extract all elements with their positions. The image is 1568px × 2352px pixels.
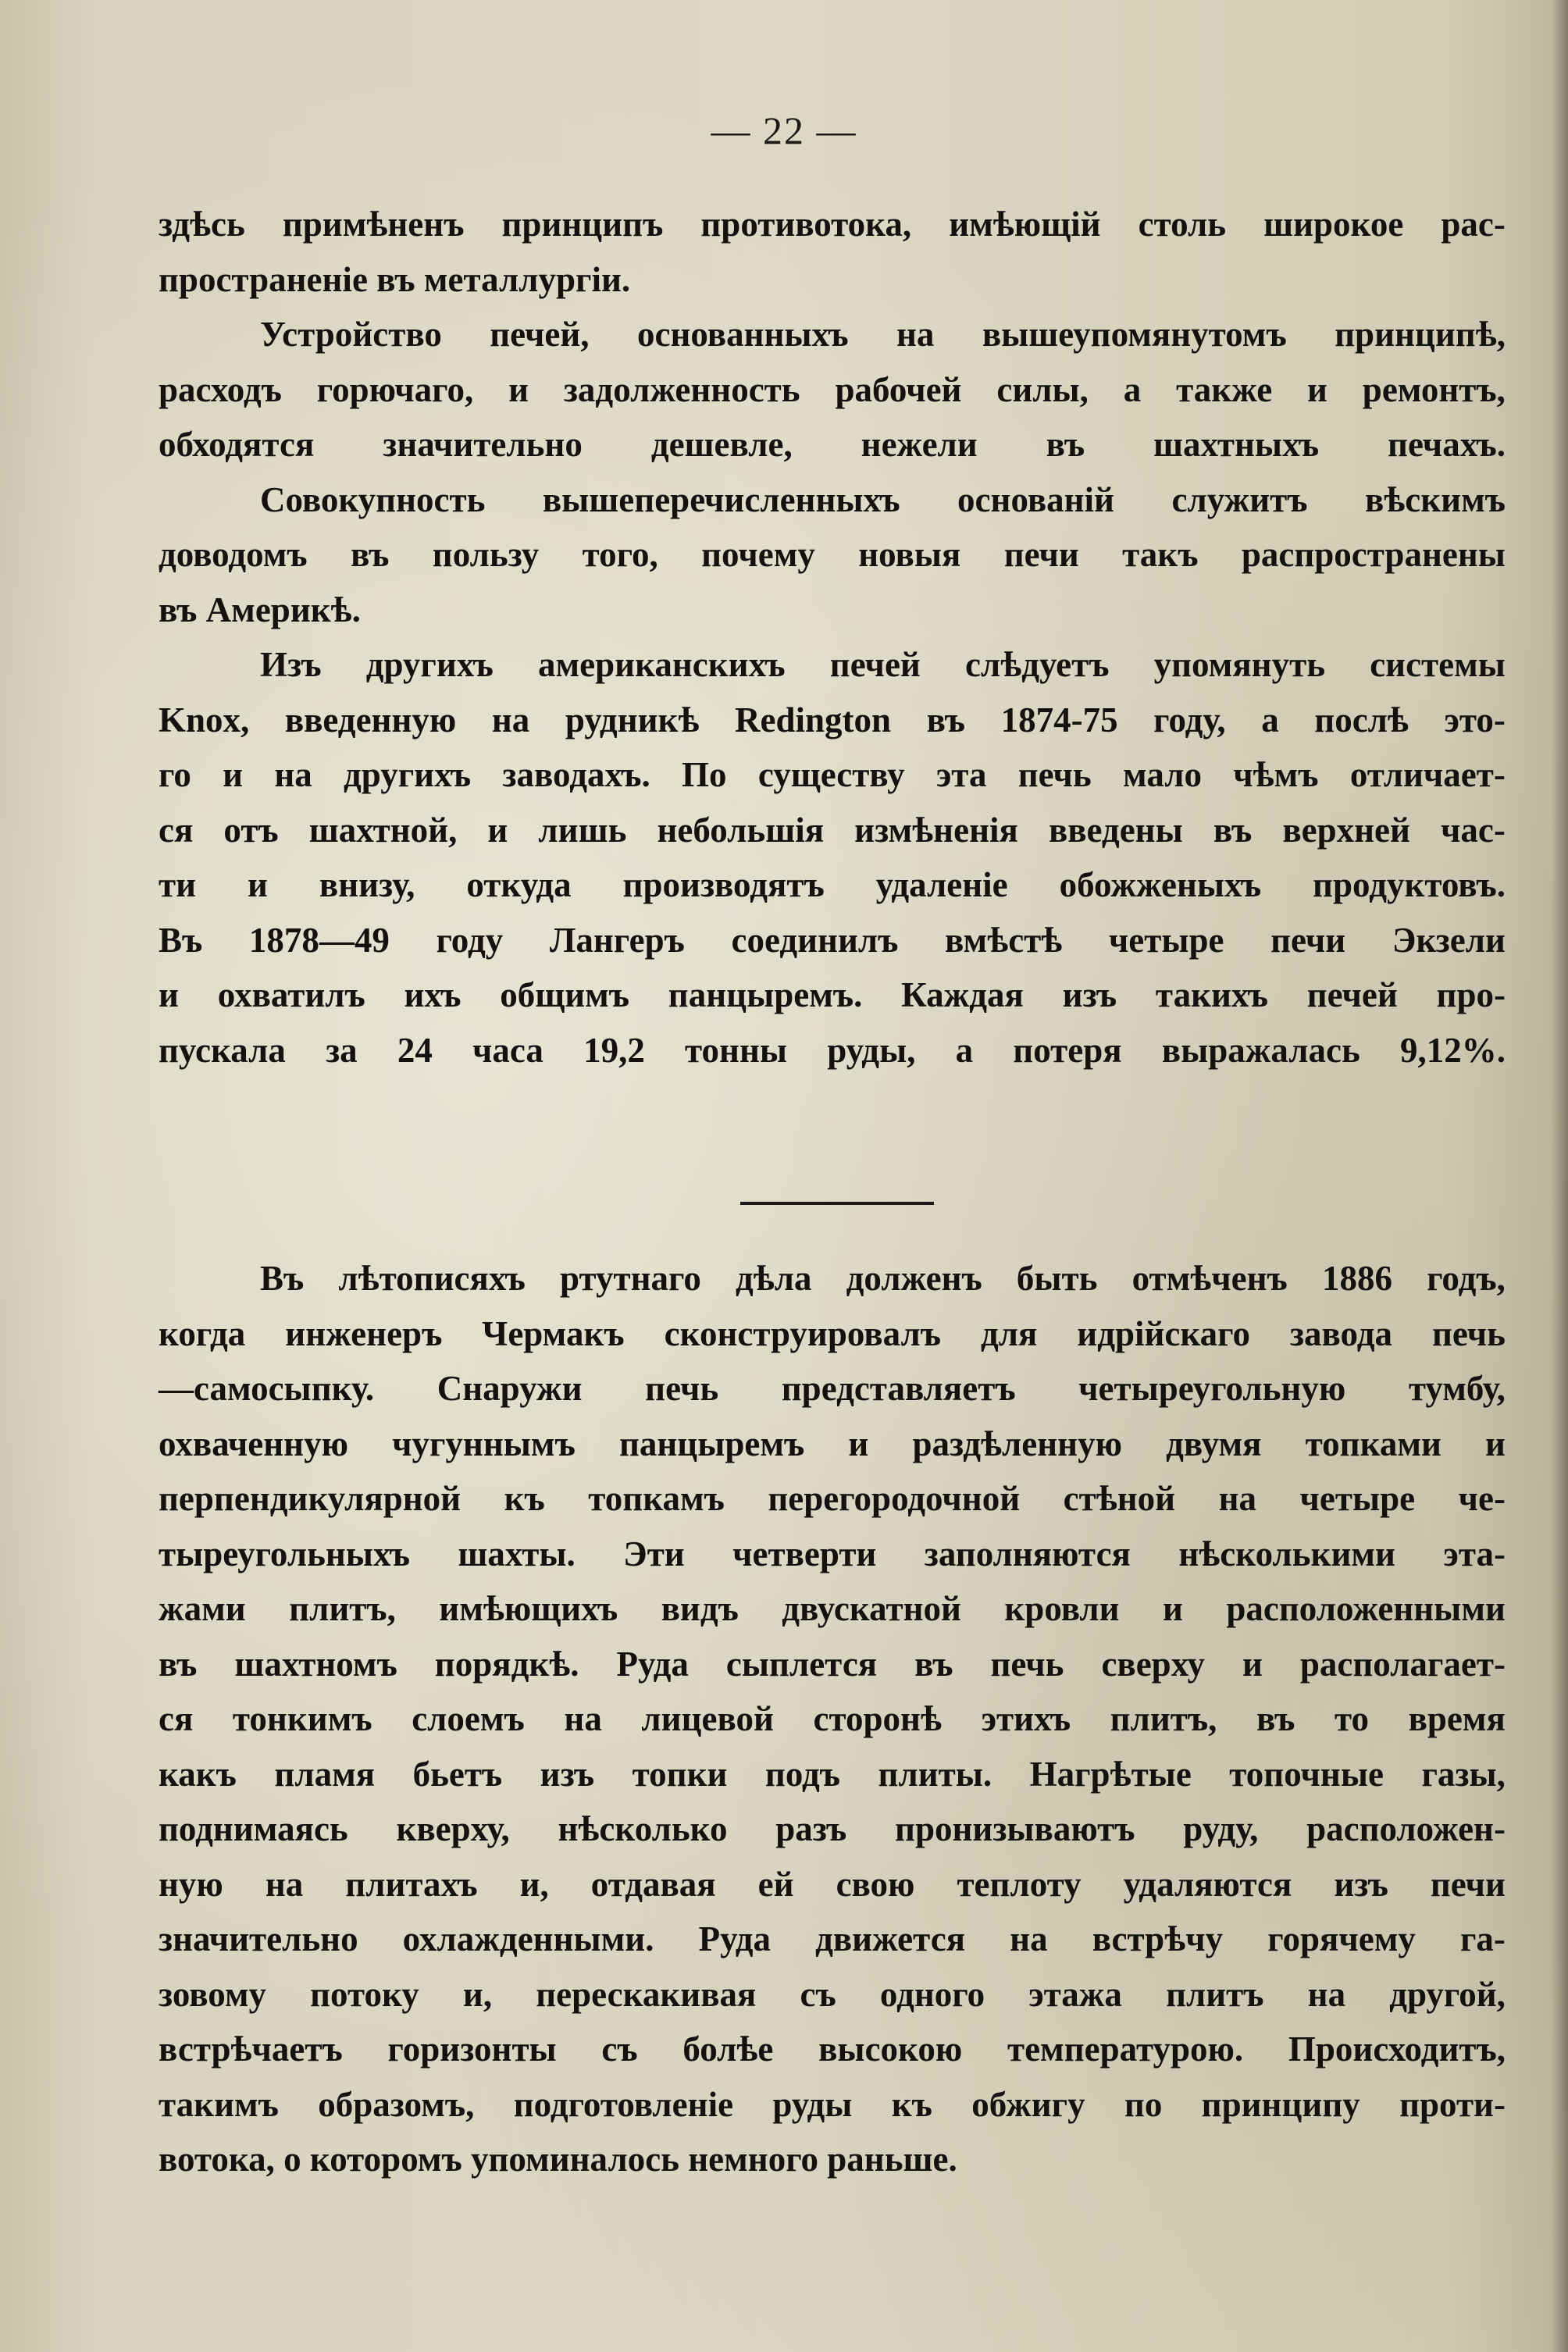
word: шахтномъ bbox=[234, 1644, 397, 1684]
word: а bbox=[955, 1030, 974, 1070]
word: въ bbox=[1213, 810, 1253, 850]
word: другихъ bbox=[344, 755, 472, 794]
word: печи bbox=[1430, 1864, 1506, 1904]
word: Совокупность bbox=[260, 479, 486, 519]
text-line bbox=[159, 1857, 1506, 1912]
word: въ bbox=[351, 535, 390, 574]
word: съ bbox=[601, 2029, 638, 2069]
word: охватилъ bbox=[217, 975, 365, 1014]
word: поднимаясь bbox=[159, 1809, 348, 1848]
text-line bbox=[159, 472, 1506, 528]
word: тыреугольныхъ bbox=[159, 1534, 410, 1573]
text-line bbox=[159, 1471, 1506, 1527]
text-line bbox=[159, 307, 1506, 362]
word: плитъ, bbox=[1110, 1699, 1217, 1738]
word: представляетъ bbox=[781, 1369, 1016, 1408]
word: и bbox=[1242, 1644, 1263, 1684]
text-line bbox=[159, 1581, 1506, 1637]
word: расположен- bbox=[1306, 1809, 1506, 1848]
text-line bbox=[159, 1251, 1506, 1306]
word: чугуннымъ bbox=[392, 1424, 576, 1463]
word: на bbox=[265, 1864, 304, 1904]
word: измѣненія bbox=[854, 810, 1018, 850]
word: про- bbox=[1436, 975, 1506, 1014]
word: къ bbox=[891, 2084, 932, 2124]
section-divider bbox=[740, 1202, 934, 1205]
word: кровли bbox=[1004, 1589, 1120, 1628]
word: охлажденными. bbox=[402, 1919, 654, 1958]
word: рудникѣ bbox=[565, 700, 700, 739]
text-line bbox=[159, 1023, 1506, 1078]
word: эта- bbox=[1443, 1534, 1506, 1573]
word: и bbox=[508, 369, 529, 409]
word: удаленіе bbox=[875, 865, 1008, 904]
word: обжигу bbox=[971, 2084, 1085, 2124]
word: руду, bbox=[1183, 1809, 1259, 1848]
word: этажа bbox=[1028, 1974, 1122, 2014]
word: съ bbox=[800, 1974, 836, 2014]
word: По bbox=[682, 755, 727, 794]
word: печи bbox=[1003, 535, 1079, 574]
word: году bbox=[436, 920, 504, 960]
word: и bbox=[1485, 1424, 1506, 1463]
word: топкамъ bbox=[588, 1479, 725, 1518]
word: значительно bbox=[159, 1919, 358, 1958]
word: Knox, bbox=[159, 700, 250, 739]
word: другихъ bbox=[365, 645, 494, 684]
word: сыплется bbox=[725, 1644, 878, 1684]
word: верхней bbox=[1282, 810, 1410, 850]
word: откуда bbox=[466, 865, 572, 904]
word: такъ bbox=[1122, 535, 1199, 574]
word: 1878—49 bbox=[248, 920, 390, 960]
word: для bbox=[980, 1313, 1038, 1353]
word: послѣ bbox=[1314, 700, 1409, 739]
word: шахты. bbox=[458, 1534, 576, 1573]
word: примѣненъ bbox=[282, 205, 465, 244]
text-line bbox=[159, 1801, 1506, 1857]
word: принципу bbox=[1201, 2084, 1360, 2124]
word: на bbox=[1010, 1919, 1048, 1958]
text-line bbox=[159, 2077, 1506, 2133]
word: по bbox=[1124, 2084, 1163, 2124]
word: ся bbox=[159, 810, 194, 850]
word: долженъ bbox=[846, 1259, 982, 1298]
word: обходятся bbox=[159, 425, 315, 464]
word: того, bbox=[582, 535, 658, 574]
word: и bbox=[487, 810, 508, 850]
word: ти bbox=[159, 865, 197, 904]
text-line: въ Америкѣ. bbox=[159, 590, 361, 629]
word: Нагрѣтые bbox=[1029, 1754, 1192, 1794]
word: другой, bbox=[1389, 1974, 1506, 2014]
word: горячему bbox=[1267, 1919, 1416, 1958]
word: выражалась bbox=[1161, 1030, 1360, 1070]
word: этихъ bbox=[981, 1699, 1071, 1738]
word: пользу bbox=[432, 535, 540, 574]
word: принципѣ, bbox=[1335, 315, 1506, 354]
word: а bbox=[1261, 700, 1279, 739]
text-line bbox=[159, 1967, 1506, 2022]
word: Въ bbox=[159, 920, 203, 960]
word: изъ bbox=[1334, 1864, 1388, 1904]
word: доводомъ bbox=[159, 535, 308, 574]
word: и bbox=[848, 1424, 869, 1463]
word: плиты. bbox=[878, 1754, 992, 1794]
word: Каждая bbox=[901, 975, 1024, 1014]
word: такихъ bbox=[1155, 975, 1268, 1014]
word: дешевле, bbox=[650, 425, 793, 464]
word: ихъ bbox=[404, 975, 461, 1014]
word: и, bbox=[519, 1864, 549, 1904]
word: 1874-75 bbox=[1000, 700, 1118, 739]
word: час- bbox=[1441, 810, 1506, 850]
text-line bbox=[159, 527, 1506, 583]
word: завода bbox=[1289, 1313, 1392, 1353]
word: удаляются bbox=[1123, 1864, 1292, 1904]
word: вышеперечисленныхъ bbox=[542, 479, 900, 519]
word: къ bbox=[504, 1479, 545, 1518]
word: топочные bbox=[1229, 1754, 1384, 1794]
word: бьетъ bbox=[412, 1754, 503, 1794]
word: внизу, bbox=[319, 865, 415, 904]
word: такимъ bbox=[159, 2084, 279, 2124]
text-line bbox=[159, 693, 1506, 748]
word: Въ bbox=[260, 1259, 305, 1298]
word: рабочей bbox=[835, 369, 962, 409]
word: ремонтъ, bbox=[1362, 369, 1506, 409]
word: перегородочной bbox=[768, 1479, 1021, 1518]
word: и, bbox=[462, 1974, 493, 2014]
word: Эти bbox=[623, 1534, 685, 1573]
word: панцыремъ. bbox=[668, 975, 863, 1014]
word: отличает- bbox=[1349, 755, 1506, 794]
word: распространены bbox=[1241, 535, 1506, 574]
word: слѣдуетъ bbox=[965, 645, 1110, 684]
word: видъ bbox=[661, 1589, 739, 1628]
word: небольшія bbox=[657, 810, 825, 850]
word: общимъ bbox=[500, 975, 630, 1014]
word: двускатной bbox=[782, 1589, 961, 1628]
word: печь bbox=[645, 1369, 719, 1408]
word: быть bbox=[1016, 1259, 1098, 1298]
word: болѣе bbox=[682, 2029, 774, 2069]
word: тонкимъ bbox=[232, 1699, 372, 1738]
text-line bbox=[159, 857, 1506, 913]
word: на bbox=[1307, 1974, 1346, 2014]
word: шахтныхъ bbox=[1153, 425, 1320, 464]
word: тумбу, bbox=[1408, 1369, 1506, 1408]
word: на bbox=[1218, 1479, 1256, 1518]
word: отмѣченъ bbox=[1131, 1259, 1288, 1298]
word: стѣной bbox=[1063, 1479, 1176, 1518]
word: теплоту bbox=[957, 1864, 1082, 1904]
word: кверху, bbox=[396, 1809, 510, 1848]
word: почему bbox=[701, 535, 815, 574]
word: задолженность bbox=[563, 369, 800, 409]
word: встрѣчу bbox=[1092, 1919, 1224, 1958]
word: заполняются bbox=[924, 1534, 1131, 1573]
word: принципъ bbox=[501, 205, 664, 244]
word: ную bbox=[159, 1864, 223, 1904]
word: печей, bbox=[490, 315, 590, 354]
word: изъ bbox=[1062, 975, 1117, 1014]
word: эта bbox=[935, 755, 987, 794]
word: также bbox=[1176, 369, 1273, 409]
word: Происходитъ, bbox=[1288, 2029, 1506, 2069]
word: имѣющій bbox=[949, 205, 1101, 244]
text-line bbox=[159, 1417, 1506, 1472]
word: значительно bbox=[383, 425, 583, 464]
word: раздѣленную bbox=[912, 1424, 1122, 1463]
word: 1886 bbox=[1321, 1259, 1392, 1298]
word: столь bbox=[1138, 205, 1227, 244]
word: охваченную bbox=[159, 1424, 348, 1463]
word: это- bbox=[1444, 700, 1506, 739]
word: году, bbox=[1153, 700, 1226, 739]
word: Руда bbox=[616, 1644, 689, 1684]
word: движется bbox=[815, 1919, 966, 1958]
word: расходъ bbox=[159, 369, 282, 409]
word: мало bbox=[1122, 755, 1202, 794]
text-line: пространеніе въ металлургіи. bbox=[159, 259, 631, 299]
word: существу bbox=[757, 755, 905, 794]
word: четверти bbox=[732, 1534, 877, 1573]
word: порядкѣ. bbox=[434, 1644, 579, 1684]
text-line bbox=[159, 1691, 1506, 1747]
word: располагает- bbox=[1299, 1644, 1506, 1684]
word: четыре bbox=[1299, 1479, 1416, 1518]
word: введены bbox=[1048, 810, 1183, 850]
text-line bbox=[159, 968, 1506, 1023]
word: лишь bbox=[538, 810, 627, 850]
word: ртутнаго bbox=[560, 1259, 701, 1298]
word: четыреугольную bbox=[1078, 1369, 1346, 1408]
word: противотока, bbox=[700, 205, 912, 244]
text-line bbox=[159, 1306, 1506, 1362]
word: встрѣчаетъ bbox=[159, 2029, 343, 2069]
word: упомянуть bbox=[1153, 645, 1326, 684]
text-line bbox=[159, 1527, 1506, 1582]
word: проти- bbox=[1399, 2084, 1506, 2124]
word: широкое bbox=[1263, 205, 1404, 244]
word: руды bbox=[772, 2084, 853, 2124]
page-number: — 22 — bbox=[711, 109, 857, 152]
word: потоку bbox=[310, 1974, 419, 2014]
word: панцыремъ bbox=[618, 1424, 805, 1463]
word: зовому bbox=[159, 1974, 266, 2014]
word: одного bbox=[879, 1974, 985, 2014]
text-line bbox=[159, 803, 1506, 858]
word: печи bbox=[1270, 920, 1346, 960]
word: нѣсколько bbox=[558, 1809, 728, 1848]
word: шахтной, bbox=[308, 810, 458, 850]
word: а bbox=[1123, 369, 1142, 409]
word: расположенными bbox=[1226, 1589, 1506, 1628]
word: на bbox=[274, 755, 312, 794]
word: идрійскаго bbox=[1077, 1313, 1250, 1353]
word: 24 bbox=[397, 1030, 433, 1070]
word: силы, bbox=[996, 369, 1089, 409]
word: годъ, bbox=[1427, 1259, 1506, 1298]
text-line: вотока, о которомъ упоминалось немного раньше. bbox=[159, 2140, 957, 2179]
word: Экзели bbox=[1392, 920, 1506, 960]
word: топки bbox=[632, 1754, 728, 1794]
word: перескакивая bbox=[536, 1974, 757, 2014]
text-line bbox=[159, 2022, 1506, 2077]
word: въ bbox=[926, 700, 966, 739]
word: печь bbox=[1017, 755, 1092, 794]
word: и bbox=[223, 755, 244, 794]
word: когда bbox=[159, 1313, 246, 1353]
word: пламя bbox=[274, 1754, 376, 1794]
word: жами bbox=[159, 1589, 246, 1628]
paragraph-block-1 bbox=[159, 197, 1506, 1078]
word: Снаружи bbox=[437, 1369, 583, 1408]
word: руды, bbox=[827, 1030, 916, 1070]
word: печахъ. bbox=[1388, 425, 1506, 464]
word: Устройство bbox=[260, 315, 442, 354]
word: и bbox=[1307, 369, 1327, 409]
word: отдавая bbox=[590, 1864, 716, 1904]
word: Чермакъ bbox=[482, 1313, 625, 1353]
word: газы, bbox=[1421, 1754, 1506, 1794]
word: заводахъ. bbox=[502, 755, 650, 794]
text-line bbox=[159, 1361, 1506, 1417]
word: системы bbox=[1370, 645, 1506, 684]
word: введенную bbox=[284, 700, 457, 739]
word: вышеупомянутомъ bbox=[982, 315, 1287, 354]
word: потеря bbox=[1013, 1030, 1122, 1070]
word: свою bbox=[836, 1864, 915, 1904]
word: ся bbox=[159, 1699, 194, 1738]
word: продуктовъ. bbox=[1313, 865, 1506, 904]
word: отъ bbox=[223, 810, 279, 850]
word: Redington bbox=[735, 700, 892, 739]
word: рас- bbox=[1441, 205, 1506, 244]
word: —самосыпку. bbox=[159, 1369, 375, 1408]
word: Руда bbox=[698, 1919, 771, 1958]
word: въ bbox=[1046, 425, 1085, 464]
word: ей bbox=[757, 1864, 794, 1904]
word: служитъ bbox=[1171, 479, 1308, 519]
word: основаній bbox=[957, 479, 1114, 519]
word: сверху bbox=[1101, 1644, 1205, 1684]
word: печей bbox=[829, 645, 921, 684]
word: время bbox=[1408, 1699, 1506, 1738]
word: че- bbox=[1458, 1479, 1506, 1518]
word: какъ bbox=[159, 1754, 237, 1794]
word: имѣющихъ bbox=[439, 1589, 618, 1628]
word: въ bbox=[159, 1644, 198, 1684]
word: 9,12%. bbox=[1399, 1030, 1506, 1070]
word: основанныхъ bbox=[636, 315, 849, 354]
word: и bbox=[159, 975, 179, 1014]
word: новыя bbox=[858, 535, 961, 574]
word: американскихъ bbox=[538, 645, 786, 684]
word: топками bbox=[1305, 1424, 1441, 1463]
word: четыре bbox=[1108, 920, 1224, 960]
word: разъ bbox=[775, 1809, 847, 1848]
word: дѣла bbox=[735, 1259, 812, 1298]
word: горючаго, bbox=[316, 369, 474, 409]
word: въ bbox=[914, 1644, 953, 1684]
text-line bbox=[159, 197, 1506, 252]
word: сторонѣ bbox=[813, 1699, 942, 1738]
word: горизонты bbox=[387, 2029, 557, 2069]
word: изъ bbox=[540, 1754, 595, 1794]
word: подъ bbox=[764, 1754, 841, 1794]
text-line bbox=[159, 637, 1506, 693]
word: Изъ bbox=[260, 645, 322, 684]
word: и bbox=[1163, 1589, 1183, 1628]
word: вѣскимъ bbox=[1364, 479, 1506, 519]
word: слоемъ bbox=[412, 1699, 525, 1738]
word: и bbox=[248, 865, 268, 904]
word: 19,2 bbox=[583, 1030, 645, 1070]
word: здѣсь bbox=[159, 205, 245, 244]
text-line bbox=[159, 913, 1506, 968]
word: высокою bbox=[818, 2029, 963, 2069]
word: пронизываютъ bbox=[895, 1809, 1135, 1848]
word: лицевой bbox=[641, 1699, 774, 1738]
text-line bbox=[159, 1637, 1506, 1692]
word: на bbox=[896, 315, 935, 354]
word: двумя bbox=[1166, 1424, 1262, 1463]
word: печь bbox=[1431, 1313, 1506, 1353]
word: Лангеръ bbox=[549, 920, 685, 960]
word: инженеръ bbox=[285, 1313, 443, 1353]
paragraph-block-2 bbox=[159, 1251, 1506, 2187]
word: пускала bbox=[159, 1030, 286, 1070]
word: го bbox=[159, 755, 191, 794]
word: производятъ bbox=[622, 865, 825, 904]
word: плитъ bbox=[1166, 1974, 1264, 2014]
word: чѣмъ bbox=[1233, 755, 1319, 794]
word: нежели bbox=[861, 425, 978, 464]
text-line bbox=[159, 1912, 1506, 1967]
word: подготовленіе bbox=[513, 2084, 734, 2124]
word: тонны bbox=[685, 1030, 788, 1070]
word: сконструировалъ bbox=[664, 1313, 941, 1353]
text-line bbox=[159, 747, 1506, 803]
word: лѣтописяхъ bbox=[338, 1259, 526, 1298]
word: за bbox=[326, 1030, 358, 1070]
word: на bbox=[564, 1699, 602, 1738]
word: температурою. bbox=[1007, 2029, 1244, 2069]
text-line bbox=[159, 1747, 1506, 1802]
word: на bbox=[491, 700, 530, 739]
text-line bbox=[159, 417, 1506, 472]
text-line bbox=[159, 362, 1506, 418]
word: печь bbox=[990, 1644, 1064, 1684]
word: вмѣстѣ bbox=[945, 920, 1063, 960]
word: то bbox=[1334, 1699, 1369, 1738]
word: печей bbox=[1306, 975, 1398, 1014]
word: образомъ, bbox=[318, 2084, 475, 2124]
word: соединилъ bbox=[731, 920, 899, 960]
word: плитъ, bbox=[289, 1589, 396, 1628]
word: га- bbox=[1459, 1919, 1506, 1958]
word: перпендикулярной bbox=[159, 1479, 461, 1518]
word: нѣсколькими bbox=[1178, 1534, 1395, 1573]
word: въ bbox=[1256, 1699, 1295, 1738]
word: обожженыхъ bbox=[1059, 865, 1262, 904]
word: часа bbox=[472, 1030, 543, 1070]
word: плитахъ bbox=[345, 1864, 478, 1904]
